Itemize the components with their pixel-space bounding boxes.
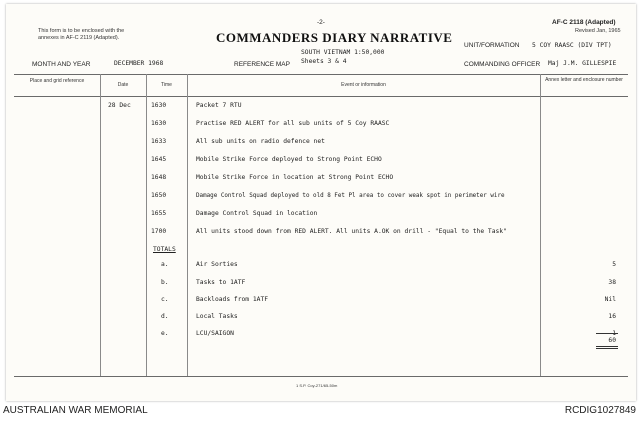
diary-sheet <box>6 4 636 401</box>
entry-time: 1650 <box>151 192 167 199</box>
entry-event: Damage Control Squad in location <box>196 210 318 217</box>
entry-event: Mobile Strike Force deployed to Strong Point ECHO <box>196 156 382 163</box>
total-row <box>6 256 636 274</box>
entry-event: Practise RED ALERT for all sub units of 5 Coy RAASC <box>196 120 390 127</box>
total-key: a. <box>161 261 169 268</box>
table-row <box>6 223 636 241</box>
sum-rule-bottom-2 <box>596 348 618 349</box>
col-head-annex: Annex letter and enclosure number <box>545 77 623 83</box>
total-row <box>6 308 636 326</box>
enclose-note-2: annexes in AF-C 2119 (Adapted). <box>38 35 120 41</box>
total-row <box>6 325 636 343</box>
totals-heading: TOTALS <box>153 246 176 253</box>
total-value: Nil <box>604 296 616 303</box>
table-row <box>6 151 636 169</box>
entry-event: Mobile Strike Force in location at Strong Point ECHO <box>196 174 394 181</box>
co-label: COMMANDING OFFICER <box>464 61 541 68</box>
total-key: e. <box>161 330 169 337</box>
table-row <box>6 115 636 133</box>
entry-event: Packet 7 RTU <box>196 102 242 109</box>
entry-event: All sub units on radio defence net <box>196 138 325 145</box>
entry-time: 1645 <box>151 156 167 163</box>
unit-value: 5 COY RAASC (DIV TPT) <box>532 42 612 49</box>
table-row <box>6 187 636 205</box>
total-row <box>6 291 636 309</box>
total-key: b. <box>161 279 169 286</box>
total-label: Air Sorties <box>196 261 238 268</box>
table-top-rule <box>14 74 628 75</box>
page-title: COMMANDERS DIARY NARRATIVE <box>216 30 453 45</box>
co-value: Maj J.M. GILLESPIE <box>548 60 617 67</box>
ref-map-label: REFERENCE MAP <box>234 61 290 68</box>
printer-note: 1 S.P. Coy-271/65-50m <box>296 383 338 388</box>
table-bottom-rule <box>14 376 628 377</box>
entry-time: 1648 <box>151 174 167 181</box>
col-head-event: Event or information <box>341 82 386 88</box>
ref-map-line2: Sheets 3 & 4 <box>301 58 347 65</box>
entry-time: 1630 <box>151 120 167 127</box>
entry-event: Damage Control Squad deployed to old 8 Fet Pl area to cover weak spot in perimeter wire <box>196 193 505 199</box>
sum-rule-bottom-1 <box>596 346 618 347</box>
grand-total: 60 <box>608 337 616 344</box>
total-label: LCU/SAIGON <box>196 330 234 337</box>
archive-credit: AUSTRALIAN WAR MEMORIAL <box>3 405 148 416</box>
total-value: 38 <box>608 279 616 286</box>
total-row <box>6 274 636 292</box>
total-label: Tasks to 1ATF <box>196 279 246 286</box>
ref-map-line1: SOUTH VIETNAM 1:50,000 <box>301 49 385 56</box>
page-number: -2- <box>317 19 325 26</box>
sum-rule-top <box>596 333 618 334</box>
total-label: Backloads from 1ATF <box>196 296 269 303</box>
total-key: d. <box>161 313 169 320</box>
table-row <box>6 97 636 115</box>
total-label: Local Tasks <box>196 313 238 320</box>
entry-time: 1655 <box>151 210 167 217</box>
enclose-note-1: This form is to be enclosed with the <box>38 28 125 34</box>
month-value: DECEMBER 1968 <box>114 60 164 67</box>
total-key: c. <box>161 296 169 303</box>
table-row <box>6 169 636 187</box>
entry-event: All units stood down from RED ALERT. All units A.OK on drill - "Equal to the Task" <box>196 228 507 235</box>
month-label: MONTH AND YEAR <box>32 61 91 68</box>
entry-time: 1700 <box>151 228 167 235</box>
entry-date: 28 Dec <box>108 102 131 109</box>
total-value: 1 <box>612 330 616 337</box>
table-row <box>6 205 636 223</box>
archive-id: RCDIG1027849 <box>564 405 636 416</box>
unit-label: UNIT/FORMATION <box>464 42 520 49</box>
form-number: AF-C 2118 (Adapted) <box>552 19 616 26</box>
col-head-date: Date <box>117 82 129 88</box>
table-row <box>6 133 636 151</box>
revised-date: Revised Jan, 1965 <box>575 28 621 34</box>
col-head-place: Place and grid reference <box>29 78 85 84</box>
total-value: 5 <box>612 261 616 268</box>
total-value: 16 <box>608 313 616 320</box>
entry-time: 1633 <box>151 138 167 145</box>
entry-time: 1630 <box>151 102 167 109</box>
col-head-time: Time <box>161 82 172 88</box>
